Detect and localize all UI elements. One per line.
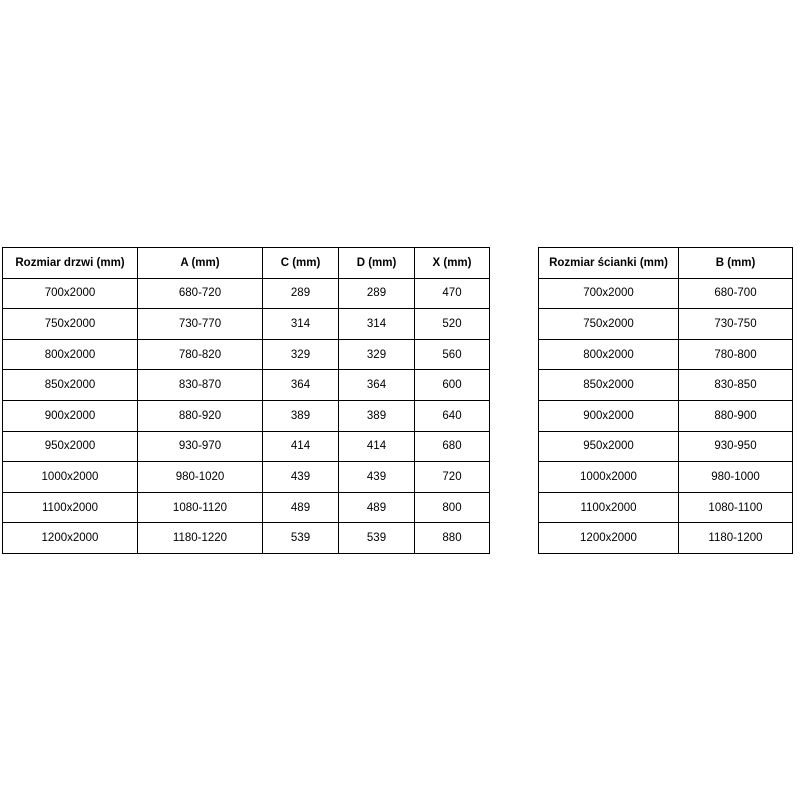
table-cell: 750x2000: [539, 309, 679, 340]
column-header: Rozmiar drzwi (mm): [3, 248, 138, 279]
table-cell: 364: [263, 370, 339, 401]
table-cell: 800x2000: [539, 339, 679, 370]
table-cell: 900x2000: [3, 400, 138, 431]
table-row: [539, 309, 793, 340]
table-cell: 680: [415, 431, 490, 462]
table-cell: 930-970: [138, 431, 263, 462]
column-header: X (mm): [415, 248, 490, 279]
table-cell: 700x2000: [539, 278, 679, 309]
table-cell: 950x2000: [3, 431, 138, 462]
table-cell: 1000x2000: [539, 462, 679, 493]
table-cell: 780-820: [138, 339, 263, 370]
table-row: [3, 400, 490, 431]
column-header: C (mm): [263, 248, 339, 279]
table-cell: 1200x2000: [3, 523, 138, 554]
table-row: [539, 400, 793, 431]
table-cell: 1180-1200: [679, 523, 793, 554]
table-cell: 1080-1100: [679, 492, 793, 523]
table-cell: 680-700: [679, 278, 793, 309]
table-cell: 680-720: [138, 278, 263, 309]
column-header: D (mm): [339, 248, 415, 279]
table-cell: 730-750: [679, 309, 793, 340]
table-cell: 800x2000: [3, 339, 138, 370]
table-cell: 439: [263, 462, 339, 493]
table-row: [539, 339, 793, 370]
table-cell: 640: [415, 400, 490, 431]
table-row: [3, 278, 490, 309]
table-row: [3, 309, 490, 340]
table-cell: 439: [339, 462, 415, 493]
table-cell: 980-1020: [138, 462, 263, 493]
table-cell: 314: [339, 309, 415, 340]
table-cell: 830-870: [138, 370, 263, 401]
table-row: [3, 492, 490, 523]
table-cell: 289: [339, 278, 415, 309]
table-cell: 600: [415, 370, 490, 401]
table-row: [3, 339, 490, 370]
column-header: Rozmiar ścianki (mm): [539, 248, 679, 279]
table-cell: 750x2000: [3, 309, 138, 340]
table-cell: 289: [263, 278, 339, 309]
table-cell: 470: [415, 278, 490, 309]
table-row: [539, 370, 793, 401]
table-cell: 930-950: [679, 431, 793, 462]
table-row: [539, 462, 793, 493]
table-cell: 520: [415, 309, 490, 340]
table-cell: 1200x2000: [539, 523, 679, 554]
table-cell: 314: [263, 309, 339, 340]
table-row: [3, 370, 490, 401]
table-cell: 489: [263, 492, 339, 523]
wall-table-header-row: [539, 248, 793, 279]
table-cell: 364: [339, 370, 415, 401]
table-row: [539, 431, 793, 462]
door-table-header-row: [3, 248, 490, 279]
table-cell: 830-850: [679, 370, 793, 401]
table-cell: 850x2000: [539, 370, 679, 401]
column-header: A (mm): [138, 248, 263, 279]
table-cell: 1100x2000: [539, 492, 679, 523]
table-cell: 414: [339, 431, 415, 462]
table-cell: 1000x2000: [3, 462, 138, 493]
table-cell: 539: [339, 523, 415, 554]
table-cell: 980-1000: [679, 462, 793, 493]
table-cell: 389: [339, 400, 415, 431]
table-cell: 1100x2000: [3, 492, 138, 523]
table-row: [3, 523, 490, 554]
door-sizes-table: [2, 247, 490, 554]
table-cell: 1080-1120: [138, 492, 263, 523]
table-cell: 1180-1220: [138, 523, 263, 554]
column-header: B (mm): [679, 248, 793, 279]
table-cell: 389: [263, 400, 339, 431]
table-cell: 900x2000: [539, 400, 679, 431]
table-row: [539, 492, 793, 523]
table-cell: 414: [263, 431, 339, 462]
table-cell: 880: [415, 523, 490, 554]
table-row: [539, 523, 793, 554]
table-cell: 539: [263, 523, 339, 554]
table-row: [539, 278, 793, 309]
table-cell: 800: [415, 492, 490, 523]
table-cell: 780-800: [679, 339, 793, 370]
table-cell: 950x2000: [539, 431, 679, 462]
wall-sizes-table: [538, 247, 793, 554]
table-row: [3, 462, 490, 493]
table-row: [3, 431, 490, 462]
table-cell: 700x2000: [3, 278, 138, 309]
table-cell: 329: [339, 339, 415, 370]
table-cell: 720: [415, 462, 490, 493]
table-cell: 880-900: [679, 400, 793, 431]
table-cell: 329: [263, 339, 339, 370]
table-cell: 880-920: [138, 400, 263, 431]
table-cell: 730-770: [138, 309, 263, 340]
table-cell: 489: [339, 492, 415, 523]
table-cell: 850x2000: [3, 370, 138, 401]
table-cell: 560: [415, 339, 490, 370]
